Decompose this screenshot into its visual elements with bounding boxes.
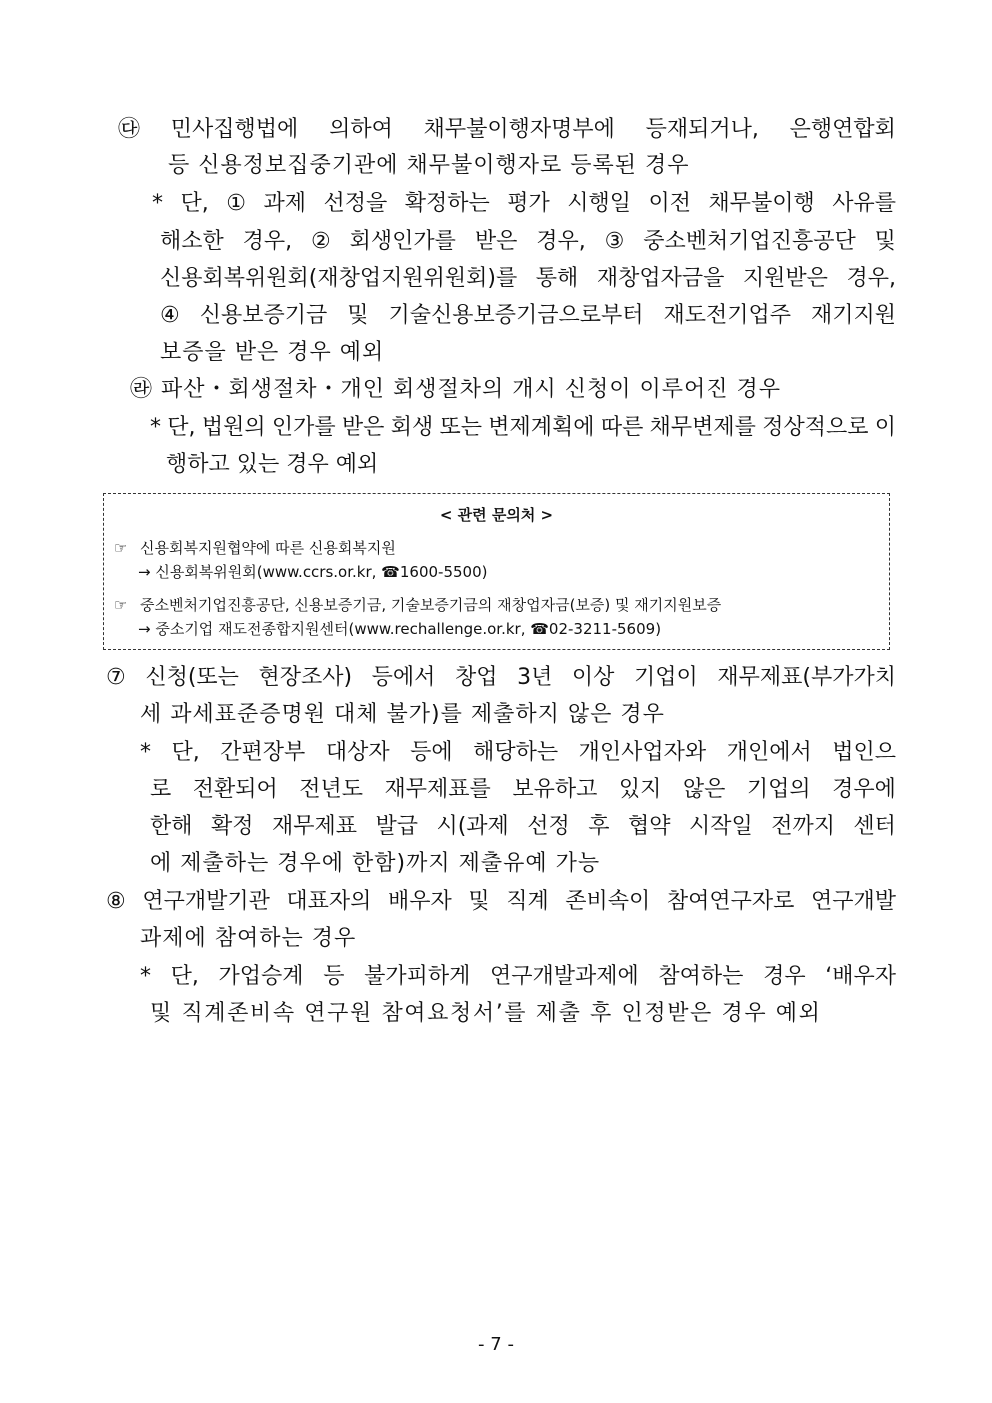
word: 존비속이: [565, 889, 651, 914]
word: 기술신용보증기금으로부터: [388, 303, 644, 328]
word: 단,: [180, 191, 209, 216]
word: 재창업자금을: [596, 266, 725, 291]
word: 및: [347, 303, 369, 328]
word: ‘배우자: [825, 964, 896, 989]
word: 로: [150, 777, 172, 802]
word: 이: [874, 415, 896, 440]
word: 통해: [535, 266, 579, 291]
word: 등에서: [371, 665, 436, 690]
word: 연구개발과제에: [490, 964, 639, 989]
word: 채무불이행: [708, 191, 815, 216]
word: 있지: [618, 777, 662, 802]
item-7-line-2: 세 과세표준증명원 대체 불가)를 제출하지 않은 경우: [140, 702, 665, 727]
word: 개인사업자와: [578, 740, 707, 765]
word: 선정: [527, 814, 570, 839]
word: 인가를: [271, 415, 336, 440]
word: 창업: [455, 665, 498, 690]
item-da-note-line-4: [160, 301, 896, 331]
word: 평가: [507, 191, 550, 216]
word: 기업의: [746, 777, 811, 802]
contact-entry-2: [114, 594, 721, 616]
word: 등재되거나,: [645, 117, 759, 142]
item-7-note-line-4: 에 제출하는 경우에 한함)까지 제출유예 가능: [150, 851, 601, 876]
item-7-note-line-3: [150, 812, 896, 842]
word: 간편장부: [220, 740, 306, 765]
word: 중소벤처기업진흥공단: [643, 229, 856, 254]
word: 신용보증기금: [199, 303, 328, 328]
item-da-note-line-5: 보증을 받은 경우 예외: [160, 340, 385, 365]
contact-entry-1: [114, 537, 396, 559]
word: 및: [874, 229, 896, 254]
contact-entry-2-sub: → 중소기업 재도전종합지원센터(www.rechallenge.or.kr, ☎02-3211-5609): [138, 620, 662, 638]
item-ra-line-1: ㉱ 파산・회생절차・개인 회생절차의 개시 신청이 이루어진 경우: [130, 377, 782, 402]
item-ra-note-line-2: 행하고 있는 경우 예외: [166, 452, 379, 477]
word: 연구개발기관: [142, 889, 270, 914]
contact-box-title: < 관련 문의처 >: [439, 506, 554, 524]
word: *: [152, 191, 163, 216]
word: 경우: [763, 964, 806, 989]
word: 재무제표: [271, 814, 357, 839]
word: 재무제표를: [384, 777, 491, 802]
word: 이상: [571, 665, 615, 690]
word: 경우,: [846, 266, 896, 291]
contact-entry-1-sub: → 신용회복위원회(www.ccrs.or.kr, ☎1600-5500): [138, 563, 488, 581]
word: 연구개발: [810, 889, 896, 914]
item-da-note-line-1: [152, 189, 896, 219]
word: ③: [604, 229, 625, 254]
word: 재기지원: [810, 303, 896, 328]
word: 않은: [682, 777, 726, 802]
word: 단,: [170, 964, 199, 989]
word: 단,: [167, 415, 196, 440]
contact-box: [103, 493, 890, 650]
item-7-line-1: [106, 663, 896, 693]
word: 채무불이행자명부에: [423, 117, 615, 142]
word: 전까지: [771, 814, 835, 839]
word: 경우,: [242, 229, 293, 254]
item-da-line-1: [118, 115, 896, 145]
word: 대상자: [325, 740, 390, 765]
word: ①: [226, 191, 246, 216]
word: 협약: [627, 814, 671, 839]
word: *: [140, 964, 151, 989]
word: 참여하는: [658, 964, 744, 989]
word: 해소한: [160, 229, 224, 254]
word: 등에: [410, 740, 453, 765]
word: 시행일: [567, 191, 631, 216]
word: 지원받은: [742, 266, 828, 291]
pointing-hand-icon: ☞: [114, 539, 128, 557]
word: 기업이: [634, 665, 698, 690]
item-8-line-2: 과제에 참여하는 경우: [140, 926, 357, 951]
word: ④: [160, 303, 180, 328]
word: 발급: [375, 814, 418, 839]
word: 시(과제: [436, 814, 509, 839]
word: 회생: [390, 415, 434, 440]
item-da-line-2: 등 신용정보집중기관에 채무불이행자로 등록된 경우: [168, 153, 690, 178]
word: 법원의: [201, 415, 266, 440]
word: 또는: [439, 415, 483, 440]
word: *: [140, 740, 151, 765]
word: 신청(또는: [145, 665, 239, 690]
item-da-note-line-3: [160, 264, 896, 294]
word: 등: [323, 964, 345, 989]
word: 받은: [474, 229, 518, 254]
item-8-line-1: [106, 887, 896, 917]
word: 법인으: [832, 740, 896, 765]
word: 해당하는: [473, 740, 559, 765]
page-number: - 7 -: [478, 1334, 514, 1355]
word: *: [150, 415, 161, 440]
contact-entry-1-text: 신용회복지원협약에 따른 신용회복지원: [140, 539, 396, 557]
word: 과제: [263, 191, 306, 216]
word: 전년도: [299, 777, 364, 802]
word: 확정하는: [404, 191, 490, 216]
word: 신용회복위원회(재창업지원위원회)를: [160, 266, 518, 291]
word: 참여연구자로: [666, 889, 795, 914]
word: 재무제표(부가가치: [717, 665, 896, 690]
word: 정상적으로: [762, 415, 869, 440]
word: 의하여: [329, 117, 393, 142]
word: 가업승계: [218, 964, 304, 989]
word: 3년: [517, 665, 553, 690]
word: 및: [468, 889, 490, 914]
word: 민사집행법에: [170, 117, 299, 142]
word: 받은: [341, 415, 385, 440]
word: 불가피하게: [364, 964, 471, 989]
word: 대표자의: [286, 889, 372, 914]
word: 변제계획에: [488, 415, 595, 440]
pointing-hand-icon: ☞: [114, 596, 128, 614]
word: ②: [311, 229, 331, 254]
item-7-note-line-2: [150, 775, 896, 805]
word: 회생인가를: [349, 229, 456, 254]
word: 배우자: [388, 889, 452, 914]
item-8-note-line-2: 및 직계존비속 연구원 참여요청서’를 제출 후 인정받은 경우 예외: [150, 1001, 822, 1026]
word: 경우에: [832, 777, 896, 802]
contact-entry-2-text: 중소벤처기업진흥공단, 신용보증기금, 기술보증기금의 재창업자금(보증) 및 재기지원보증: [140, 596, 722, 614]
item-da-note-line-2: [160, 227, 896, 257]
word: 한해: [150, 814, 193, 839]
item-7-note-line-1: [140, 738, 896, 768]
word: 보유하고: [512, 777, 598, 802]
word: ㉰: [118, 117, 141, 142]
word: 선정을: [323, 191, 388, 216]
word: 개인에서: [726, 740, 812, 765]
word: 채무변제를: [649, 415, 756, 440]
word: 경우,: [536, 229, 586, 254]
word: 재도전기업주: [663, 303, 791, 328]
word: 후: [588, 814, 610, 839]
word: 은행연합회: [789, 117, 896, 142]
word: 사유를: [832, 191, 896, 216]
word: ⑧: [106, 889, 126, 914]
word: 이전: [648, 191, 691, 216]
word: 따른: [600, 415, 644, 440]
word: 단,: [171, 740, 200, 765]
word: 센터: [853, 814, 896, 839]
word: 시작일: [688, 814, 753, 839]
word: 직계: [506, 889, 549, 914]
item-8-note-line-1: [140, 962, 896, 992]
item-ra-note-line-1: [150, 413, 896, 443]
word: 확정: [210, 814, 254, 839]
word: 전환되어: [192, 777, 278, 802]
word: ⑦: [106, 665, 126, 690]
word: 현장조사): [258, 665, 353, 690]
